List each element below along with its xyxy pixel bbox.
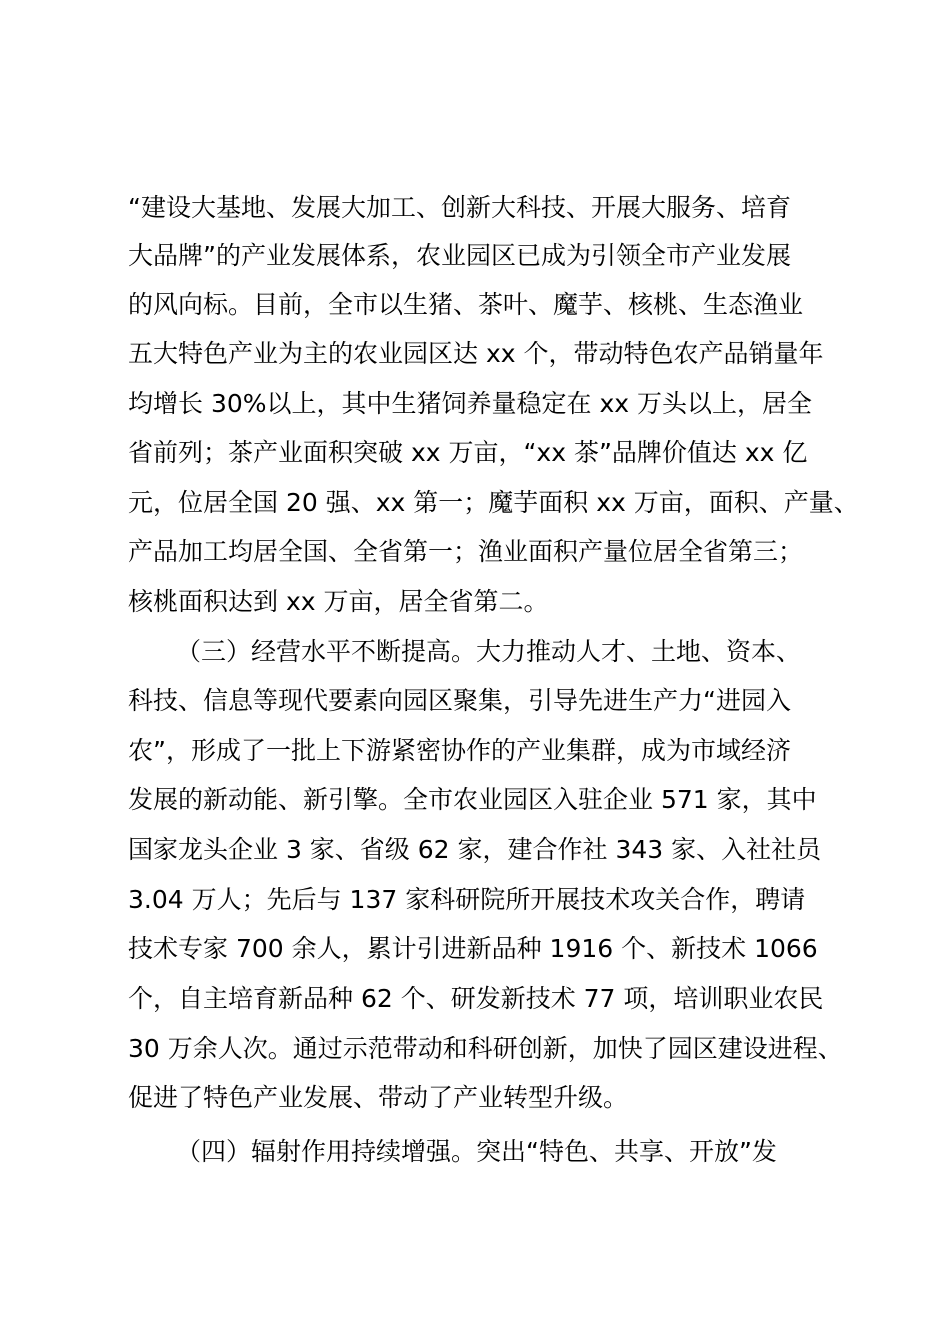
text-line: 省前列；茶产业面积突破 xx 万亩，“xx 茶”品牌价值达 xx 亿: [128, 438, 808, 467]
text-line: 3.04 万人；先后与 137 家科研院所开展技术攻关合作，聘请: [128, 885, 806, 914]
text-line: 30 万余人次。通过示范带动和科研创新，加快了园区建设进程、: [128, 1034, 843, 1063]
text-line: 促进了特色产业发展、带动了产业转型升级。: [128, 1083, 629, 1112]
text-line: 的风向标。目前，全市以生猪、茶叶、魔芋、核桃、生态渔业: [128, 290, 804, 319]
text-line: 大品牌”的产业发展体系，农业园区已成为引领全市产业发展: [128, 241, 791, 270]
section-heading-line: （三）经营水平不断提高。大力推动人才、土地、资本、: [176, 637, 802, 666]
text-line: 农”，形成了一批上下游紧密协作的产业集群，成为市域经济: [128, 736, 791, 765]
text-line: 五大特色产业为主的农业园区达 xx 个，带动特色农产品销量年: [128, 339, 824, 368]
text-line: 科技、信息等现代要素向园区聚集，引导先进生产力“进园入: [128, 686, 791, 715]
text-line: “建设大基地、发展大加工、创新大科技、开展大服务、培育: [128, 193, 791, 222]
text-line: 核桃面积达到 xx 万亩，居全省第二。: [128, 587, 549, 616]
text-line: 个，自主培育新品种 62 个、研发新技术 77 项，培训职业农民: [128, 984, 824, 1013]
text-line: 技术专家 700 余人，累计引进新品种 1916 个、新技术 1066: [128, 934, 818, 963]
text-line: 均增长 30%以上，其中生猪饲养量稳定在 xx 万头以上，居全: [128, 389, 812, 418]
section-heading-line: （四）辐射作用持续增强。突出“特色、共享、开放”发: [176, 1137, 777, 1166]
text-line: 发展的新动能、新引擎。全市农业园区入驻企业 571 家，其中: [128, 785, 817, 814]
text-line: 国家龙头企业 3 家、省级 62 家，建合作社 343 家、入社社员: [128, 835, 822, 864]
text-line: 产品加工均居全国、全省第一；渔业面积产量位居全省第三；: [128, 537, 804, 566]
text-line: 元，位居全国 20 强、xx 第一；魔芋面积 xx 万亩，面积、产量、: [128, 488, 859, 517]
